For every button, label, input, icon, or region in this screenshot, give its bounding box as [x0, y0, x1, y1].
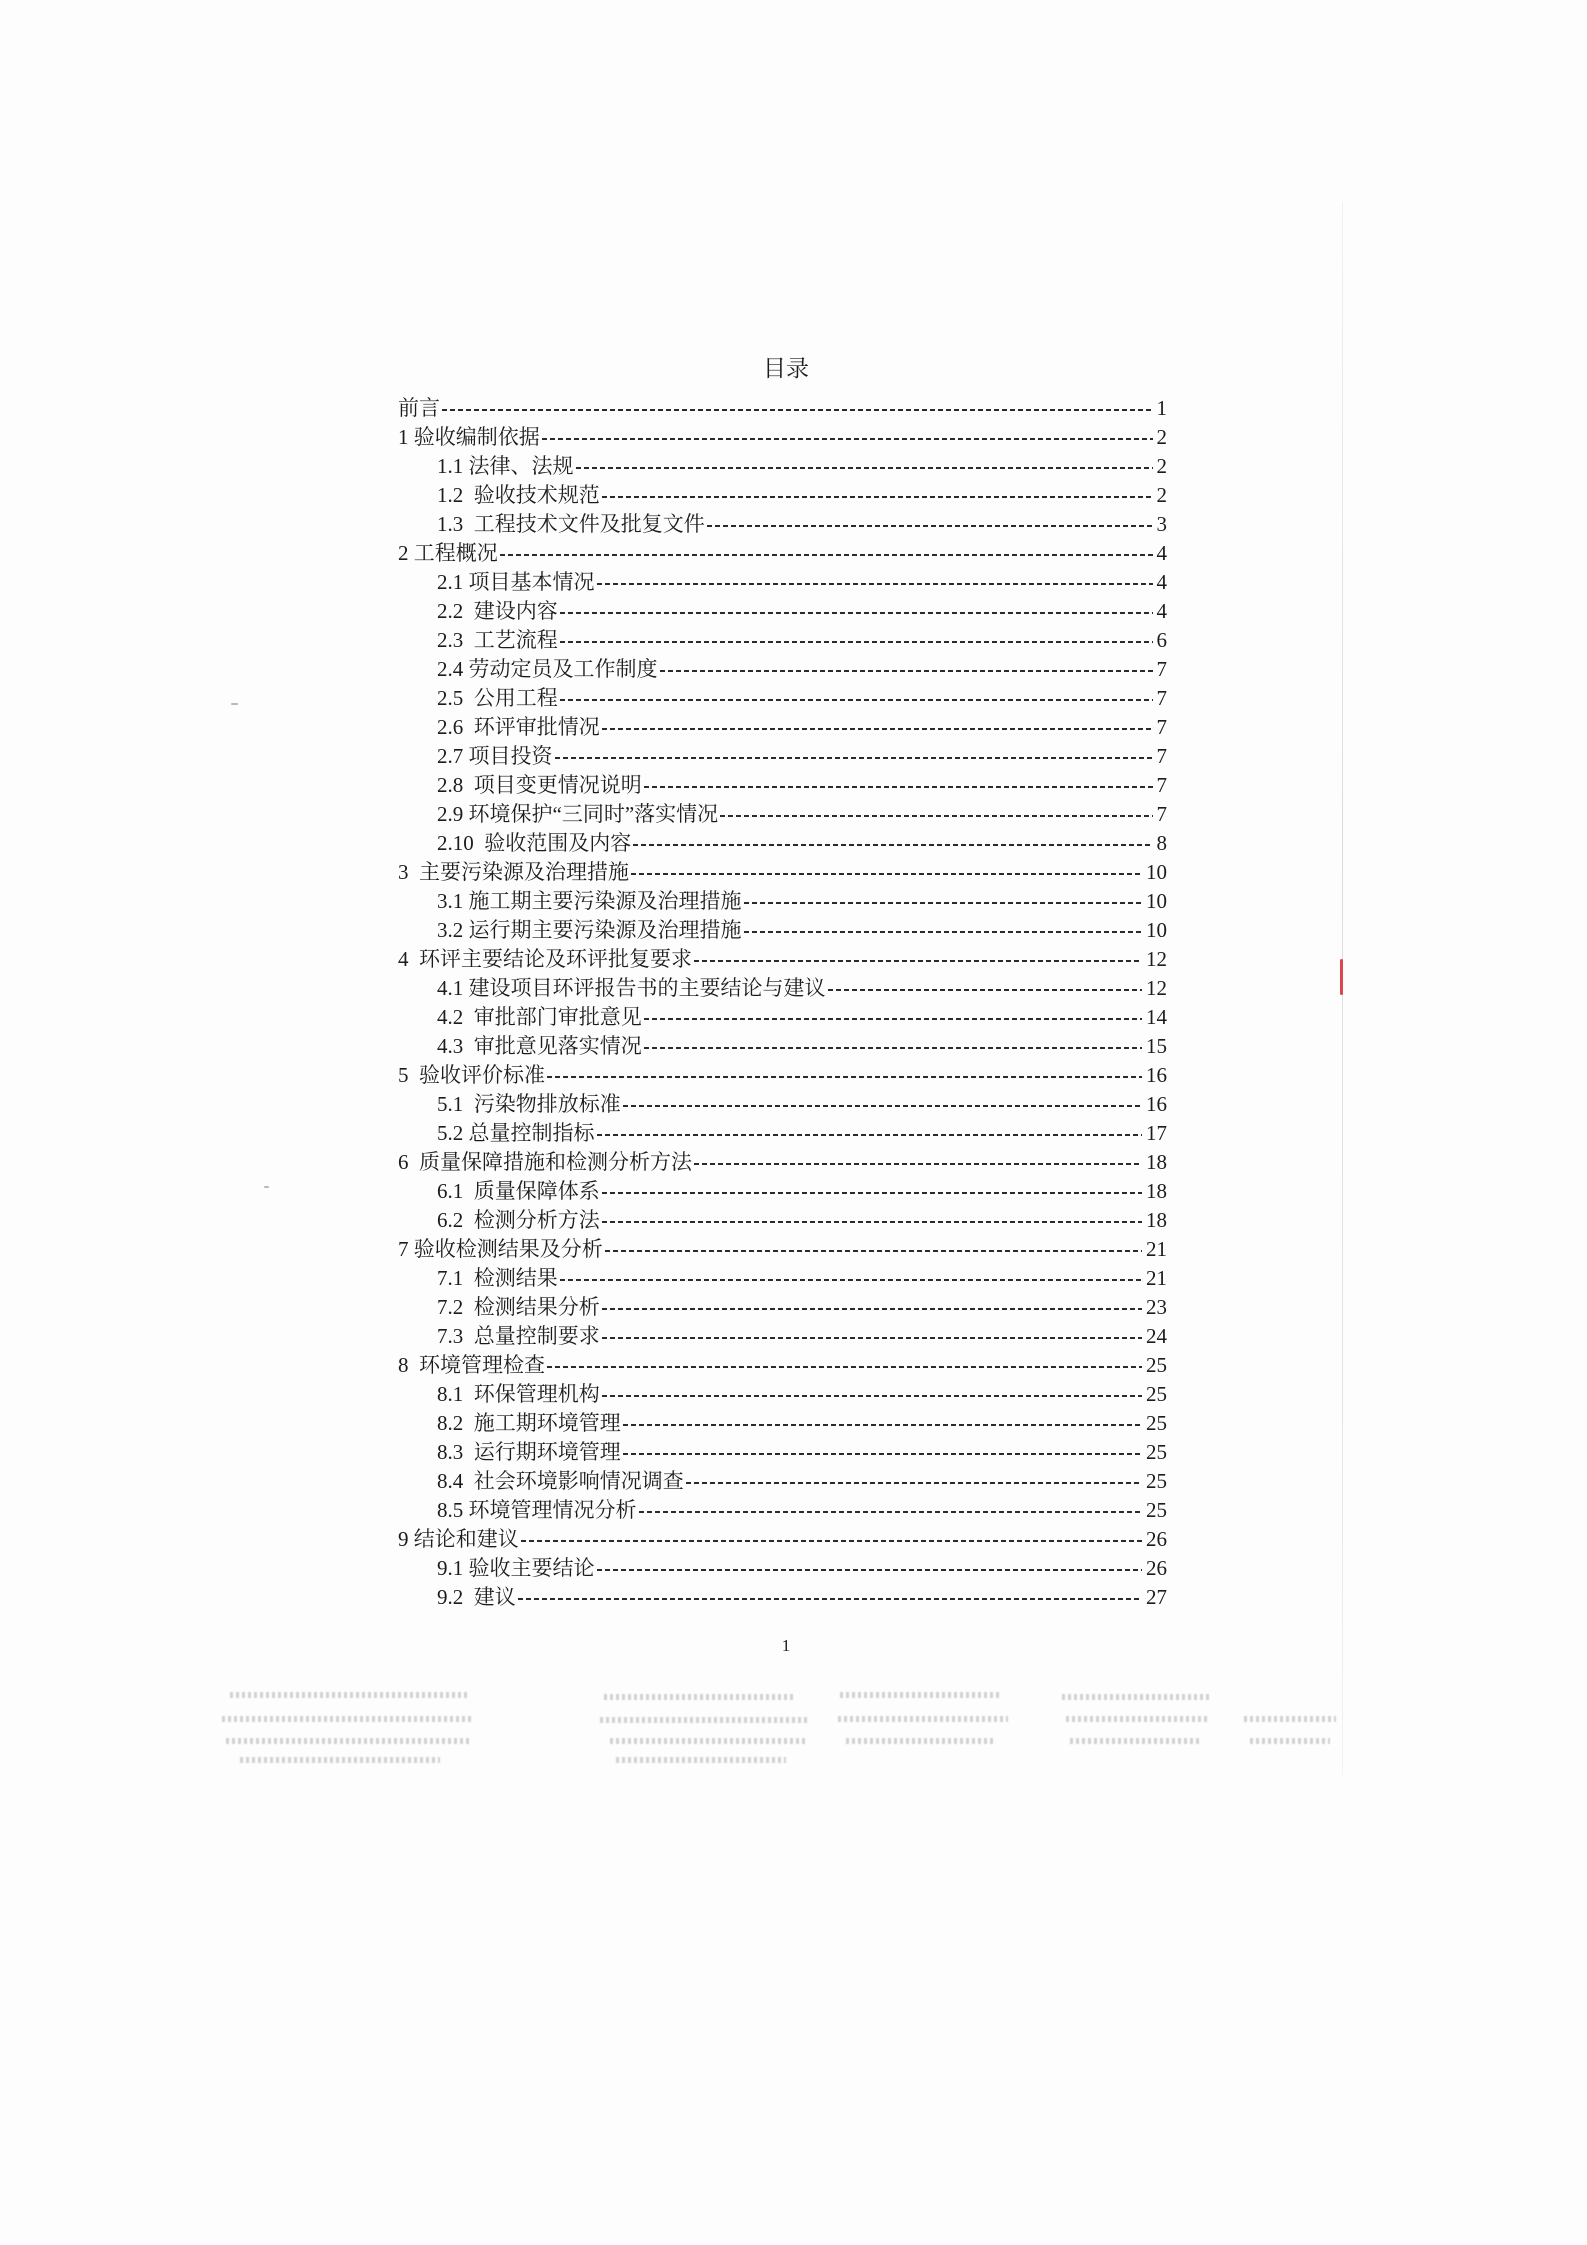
- toc-entry-title: 2.6 环评审批情况: [437, 715, 600, 739]
- toc-entry: [398, 829, 1167, 858]
- toc-entry-title: 2.7 项目投资: [437, 744, 553, 768]
- toc-entry: [398, 539, 1167, 568]
- bleed-smudge: [600, 1717, 808, 1723]
- toc-entry: [398, 1032, 1167, 1061]
- toc-entry-title: 前言: [398, 396, 440, 420]
- toc-entry-page: 16: [1146, 1063, 1167, 1087]
- bleed-smudge: [604, 1694, 794, 1700]
- toc-entry-page: 25: [1146, 1382, 1167, 1406]
- bleed-smudge: [840, 1692, 1000, 1698]
- toc-entry-page: 27: [1146, 1585, 1167, 1609]
- toc-entry-title: 8.5 环境管理情况分析: [437, 1498, 637, 1522]
- toc-entry-title: 7 验收检测结果及分析: [398, 1237, 603, 1261]
- toc-entry: [398, 1496, 1167, 1525]
- toc-entry-title: 2.3 工艺流程: [437, 628, 558, 652]
- toc-entry-title: 1 验收编制依据: [398, 425, 540, 449]
- toc-leader-dashes: [602, 496, 1153, 498]
- toc-entry: [398, 1206, 1167, 1235]
- toc-leader-dashes: [500, 554, 1153, 556]
- toc-leader-dashes: [547, 1076, 1142, 1078]
- toc-entry: [398, 713, 1167, 742]
- toc-entry-title: 7.3 总量控制要求: [437, 1324, 600, 1348]
- bleed-smudge: [838, 1716, 1008, 1722]
- toc-entry: [398, 1003, 1167, 1032]
- toc-entry-page: 1: [1156, 396, 1167, 420]
- toc-entry-page: 10: [1146, 860, 1167, 884]
- toc-entry-page: 17: [1146, 1121, 1167, 1145]
- toc-entry: [398, 945, 1167, 974]
- toc-leader-dashes: [602, 728, 1153, 730]
- toc-entry: [398, 1467, 1167, 1496]
- bleed-smudge: [610, 1738, 806, 1744]
- toc-entry-title: 2.8 项目变更情况说明: [437, 773, 642, 797]
- toc-entry: [398, 1293, 1167, 1322]
- toc-entry-title: 1.1 法律、法规: [437, 454, 574, 478]
- bleed-smudge: [846, 1738, 996, 1744]
- toc-entry-page: 25: [1146, 1353, 1167, 1377]
- toc-leader-dashes: [602, 1192, 1142, 1194]
- toc-entry-page: 18: [1146, 1208, 1167, 1232]
- toc-leader-dashes: [597, 1134, 1143, 1136]
- toc-entry-title: 8.2 施工期环境管理: [437, 1411, 621, 1435]
- toc-entry-title: 4.2 审批部门审批意见: [437, 1005, 642, 1029]
- toc-leader-dashes: [605, 1250, 1142, 1252]
- toc-entry-page: 25: [1146, 1498, 1167, 1522]
- bleed-smudge: [1244, 1716, 1336, 1722]
- toc-entry: [398, 916, 1167, 945]
- toc-entry-page: 2: [1156, 425, 1167, 449]
- toc-leader-dashes: [660, 670, 1153, 672]
- toc-entry: [398, 1177, 1167, 1206]
- toc-entry-page: 2: [1156, 483, 1167, 507]
- bleed-smudge: [1066, 1716, 1208, 1722]
- toc-entry-title: 3.2 运行期主要污染源及治理措施: [437, 918, 742, 942]
- toc-leader-dashes: [542, 438, 1153, 440]
- toc-entry-page: 15: [1146, 1034, 1167, 1058]
- toc-leader-dashes: [633, 844, 1152, 846]
- toc-entry: [398, 684, 1167, 713]
- toc-entry-title: 7.2 检测结果分析: [437, 1295, 600, 1319]
- toc-leader-dashes: [521, 1540, 1142, 1542]
- scan-speck: [264, 1186, 269, 1188]
- toc-entry-page: 12: [1146, 947, 1167, 971]
- bleed-smudge: [1062, 1694, 1212, 1700]
- toc-entry-title: 5 验收评价标准: [398, 1063, 545, 1087]
- toc-entry-title: 1.2 验收技术规范: [437, 483, 600, 507]
- toc-leader-dashes: [694, 960, 1142, 962]
- toc-entry: [398, 1438, 1167, 1467]
- toc-entry-page: 25: [1146, 1411, 1167, 1435]
- bleed-smudge: [240, 1757, 440, 1763]
- toc-leader-dashes: [547, 1366, 1142, 1368]
- toc-entry-title: 2.1 项目基本情况: [437, 570, 595, 594]
- footer-page-number: 1: [781, 1636, 791, 1655]
- toc-entry-page: 2: [1156, 454, 1167, 478]
- toc-entry-title: 7.1 检测结果: [437, 1266, 558, 1290]
- bleed-smudge: [1070, 1738, 1200, 1744]
- toc-entry-page: 3: [1156, 512, 1167, 536]
- toc-entry-title: 2.10 验收范围及内容: [437, 831, 632, 855]
- scan-red-mark: [1340, 959, 1343, 995]
- toc-entry: [398, 1061, 1167, 1090]
- toc-entry-page: 26: [1146, 1556, 1167, 1580]
- toc-entry-title: 4 环评主要结论及环评批复要求: [398, 947, 692, 971]
- toc-leader-dashes: [560, 641, 1153, 643]
- toc-entry: [398, 742, 1167, 771]
- toc-entry-title: 2 工程概况: [398, 541, 498, 565]
- toc-entry-title: 5.1 污染物排放标准: [437, 1092, 621, 1116]
- toc-entry: [398, 452, 1167, 481]
- toc-leader-dashes: [828, 989, 1143, 991]
- toc-entry: [398, 1264, 1167, 1293]
- toc-entry: [398, 1351, 1167, 1380]
- toc-entry: [398, 394, 1167, 423]
- toc-entry-page: 7: [1156, 773, 1167, 797]
- toc-entry-title: 3 主要污染源及治理措施: [398, 860, 629, 884]
- toc-entry-page: 4: [1156, 599, 1167, 623]
- toc-leader-dashes: [644, 786, 1153, 788]
- toc-leader-dashes: [639, 1511, 1143, 1513]
- toc-entry-title: 8.3 运行期环境管理: [437, 1440, 621, 1464]
- toc-leader-dashes: [744, 931, 1143, 933]
- toc-entry-page: 7: [1156, 657, 1167, 681]
- toc-entry-page: 26: [1146, 1527, 1167, 1551]
- toc-entry: [398, 1148, 1167, 1177]
- toc-leader-dashes: [560, 699, 1153, 701]
- toc-entry-title: 1.3 工程技术文件及批复文件: [437, 512, 705, 536]
- toc-leader-dashes: [602, 1337, 1142, 1339]
- toc-entry: [398, 1235, 1167, 1264]
- toc-entry-page: 4: [1156, 541, 1167, 565]
- toc-entry-page: 4: [1156, 570, 1167, 594]
- toc-entry-title: 2.5 公用工程: [437, 686, 558, 710]
- toc-entry: [398, 1090, 1167, 1119]
- toc-leader-dashes: [644, 1018, 1142, 1020]
- toc-leader-dashes: [576, 467, 1153, 469]
- toc-entry-title: 5.2 总量控制指标: [437, 1121, 595, 1145]
- toc-entry-title: 3.1 施工期主要污染源及治理措施: [437, 889, 742, 913]
- toc-leader-dashes: [623, 1424, 1142, 1426]
- toc-entry: [398, 568, 1167, 597]
- toc-entry: [398, 1554, 1167, 1583]
- toc-entry: [398, 1380, 1167, 1409]
- toc-entry-title: 9 结论和建议: [398, 1527, 519, 1551]
- toc-entry-page: 7: [1156, 715, 1167, 739]
- toc-entry-title: 2.4 劳动定员及工作制度: [437, 657, 658, 681]
- toc-entry-page: 8: [1156, 831, 1167, 855]
- toc-leader-dashes: [720, 815, 1152, 817]
- toc-entry-title: 8.4 社会环境影响情况调查: [437, 1469, 684, 1493]
- toc-entry: [398, 423, 1167, 452]
- toc-leader-dashes: [744, 902, 1143, 904]
- toc-leader-dashes: [686, 1482, 1142, 1484]
- toc-entry-page: 7: [1156, 686, 1167, 710]
- toc-entry: [398, 597, 1167, 626]
- toc-entry-title: 8 环境管理检查: [398, 1353, 545, 1377]
- toc-entry-page: 18: [1146, 1150, 1167, 1174]
- toc-entry-page: 18: [1146, 1179, 1167, 1203]
- toc-entry-title: 6.1 质量保障体系: [437, 1179, 600, 1203]
- toc-entry: [398, 510, 1167, 539]
- toc-entry: [398, 1583, 1167, 1612]
- toc-leader-dashes: [602, 1308, 1142, 1310]
- toc-entry-title: 2.2 建设内容: [437, 599, 558, 623]
- toc-entry-title: 6 质量保障措施和检测分析方法: [398, 1150, 692, 1174]
- toc-entry-title: 4.1 建设项目环评报告书的主要结论与建议: [437, 976, 826, 1000]
- toc-entry-page: 23: [1146, 1295, 1167, 1319]
- toc-entry: [398, 1119, 1167, 1148]
- toc-entry: [398, 1525, 1167, 1554]
- toc-leader-dashes: [707, 525, 1153, 527]
- toc-entry: [398, 800, 1167, 829]
- toc-leader-dashes: [694, 1163, 1142, 1165]
- toc-entry: [398, 626, 1167, 655]
- scan-speck: [231, 703, 238, 705]
- table-of-contents: [398, 394, 1167, 1612]
- toc-leader-dashes: [623, 1453, 1142, 1455]
- toc-leader-dashes: [623, 1105, 1142, 1107]
- toc-entry-title: 6.2 检测分析方法: [437, 1208, 600, 1232]
- toc-leader-dashes: [602, 1395, 1142, 1397]
- toc-leader-dashes: [597, 1569, 1143, 1571]
- toc-entry: [398, 1322, 1167, 1351]
- toc-entry-page: 10: [1146, 918, 1167, 942]
- toc-leader-dashes: [631, 873, 1142, 875]
- toc-entry-page: 14: [1146, 1005, 1167, 1029]
- toc-leader-dashes: [597, 583, 1153, 585]
- toc-leader-dashes: [560, 612, 1153, 614]
- toc-entry-title: 2.9 环境保护“三同时”落实情况: [437, 802, 719, 826]
- bleed-smudge: [222, 1716, 472, 1722]
- toc-entry-title: 8.1 环保管理机构: [437, 1382, 600, 1406]
- toc-leader-dashes: [555, 757, 1153, 759]
- page-title: 目录: [763, 356, 809, 381]
- toc-entry-page: 21: [1146, 1237, 1167, 1261]
- toc-entry: [398, 974, 1167, 1003]
- toc-leader-dashes: [442, 409, 1153, 411]
- toc-entry: [398, 771, 1167, 800]
- toc-entry-page: 7: [1156, 744, 1167, 768]
- toc-entry-page: 25: [1146, 1440, 1167, 1464]
- toc-entry: [398, 655, 1167, 684]
- toc-leader-dashes: [644, 1047, 1142, 1049]
- toc-entry-page: 16: [1146, 1092, 1167, 1116]
- bleed-smudge: [616, 1757, 786, 1763]
- toc-entry-page: 25: [1146, 1469, 1167, 1493]
- toc-leader-dashes: [518, 1598, 1142, 1600]
- toc-leader-dashes: [602, 1221, 1142, 1223]
- toc-entry: [398, 481, 1167, 510]
- toc-entry-title: 4.3 审批意见落实情况: [437, 1034, 642, 1058]
- toc-entry-title: 9.1 验收主要结论: [437, 1556, 595, 1580]
- bleed-smudge: [226, 1738, 470, 1744]
- toc-entry: [398, 887, 1167, 916]
- toc-entry-page: 21: [1146, 1266, 1167, 1290]
- bleed-smudge: [1250, 1738, 1330, 1744]
- toc-entry-page: 12: [1146, 976, 1167, 1000]
- toc-entry-page: 6: [1156, 628, 1167, 652]
- toc-leader-dashes: [560, 1279, 1142, 1281]
- toc-entry-title: 9.2 建议: [437, 1585, 516, 1609]
- toc-entry: [398, 1409, 1167, 1438]
- bleed-smudge: [230, 1692, 470, 1698]
- toc-entry-page: 24: [1146, 1324, 1167, 1348]
- toc-entry-page: 7: [1156, 802, 1167, 826]
- toc-entry: [398, 858, 1167, 887]
- toc-entry-page: 10: [1146, 889, 1167, 913]
